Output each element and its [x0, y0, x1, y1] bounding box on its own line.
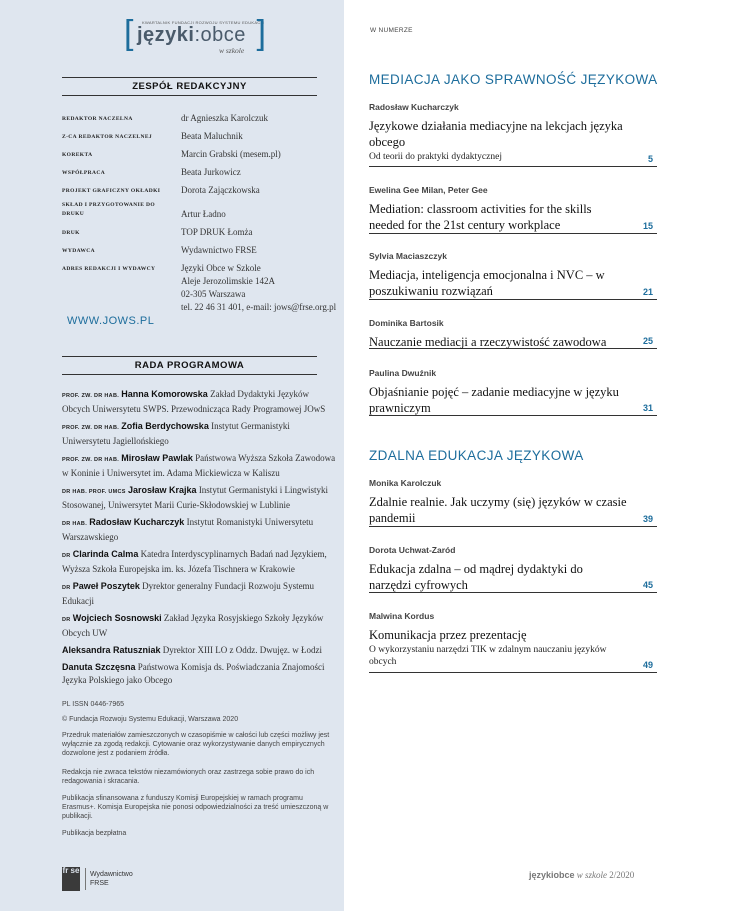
logo-bracket-left: [ [124, 14, 134, 52]
logo-subtitle: w szkole [219, 46, 245, 55]
funding-notice: Publikacja sfinansowana z funduszy Komisji Europejskiej w ramach programu Erasmus+. Komisja Europejska nie ponosi odpowiedzialności za treść umieszczoną w publikacji. [62, 795, 329, 820]
toc-entry[interactable] [369, 251, 657, 300]
toc-entry[interactable] [369, 102, 657, 167]
free-publication: Publikacja bezpłatna [62, 830, 127, 837]
address-row: ADRES REDAKCJI I WYDAWCY Języki Obce w Szkole Aleje Jerozolimskie 142A 02-305 Warszawa tel. 22 46 31 401, e-mail: jows@frse.org.pl [62, 263, 337, 312]
staff-row: WSPÓŁPRACA Beata Jurkowicz [62, 167, 241, 177]
editorial-team-list [62, 111, 342, 319]
program-council-list [62, 388, 338, 691]
staff-row: SKŁAD I PRZYGOTOWANIE DO DRUKU Artur Ładno [62, 202, 226, 219]
running-footer: językiobce w szkole 2/2020 [529, 870, 635, 880]
council-member: DR Clarinda Calma Katedra Interdyscyplinarnych Badań nad Językiem, Wyższa Szkoła Europejska im. ks. Józefa Tischnera w Krakowie [62, 549, 327, 574]
article-title: Zdalnie realnie. Jak uczymy (się) języków w czasie pandemii [369, 495, 627, 525]
editorial-notice: Redakcja nie zwraca tekstów niezamówionych oraz zastrzega sobie prawo do ich redagowania i skracania. [62, 769, 315, 785]
staff-row: KOREKTA Marcin Grabski (mesem.pl) [62, 149, 281, 159]
article-title: Objaśnianie pojęć – zadanie mediacyjne w języku prawniczym [369, 385, 619, 415]
council-member: DR HAB. PROF. UMCS Jarosław Krajka Instytut Germanistyki i Lingwistyki Stosowanej, Uniwersytet Marii Curie-Skłodowskiej w Lublinie [62, 485, 329, 510]
article-author: Malwina Kordus [369, 611, 435, 621]
article-subtitle: O wykorzystaniu narzędzi TIK w zdalnym nauczaniu języków obcych [369, 645, 607, 667]
contact-line[interactable]: tel. 22 46 31 401, e-mail: jows@frse.org.pl [181, 302, 337, 312]
page-number: 25 [642, 336, 653, 346]
section-title: MEDIACJA JAKO SPRAWNOŚĆ JĘZYKOWA [369, 72, 658, 87]
publisher-name: Wydawnictwo FRSE [90, 871, 133, 887]
article-author: Dominika Bartosik [369, 318, 444, 328]
page-number: 31 [642, 403, 653, 413]
toc-entry[interactable] [369, 318, 657, 349]
page-number: 49 [642, 660, 653, 670]
copyright: © Fundacja Rozwoju Systemu Edukacji, Warszawa 2020 [62, 716, 239, 723]
article-title: Mediation: classroom activities for the skills needed for the 21st century workplace [369, 202, 592, 232]
program-council-heading: RADA PROGRAMOWA [62, 356, 317, 375]
section-title: ZDALNA EDUKACJA JĘZYKOWA [369, 448, 584, 463]
journal-logo [124, 16, 266, 54]
page-number: 5 [647, 154, 653, 164]
logo-bracket-right: ] [256, 14, 266, 52]
masthead-panel [0, 0, 344, 911]
staff-row: WYDAWCA Wydawnictwo FRSE [62, 245, 257, 255]
publisher-divider [85, 868, 86, 890]
article-title: Językowe działania mediacyjne na lekcjach języka obcego [369, 119, 623, 149]
issue-number: 2/2020 [609, 870, 635, 880]
article-title: Nauczanie mediacji a rzeczywistość zawodowa [369, 335, 607, 349]
staff-row: PROJEKT GRAFICZNY OKŁADKI Dorota Zajączkowska [62, 185, 260, 195]
council-member: PROF. ZW. DR HAB. Zofia Berdychowska Instytut Germanistyki Uniwersytetu Jagiellońskiego [62, 421, 290, 446]
council-member: Aleksandra Ratuszniak Dyrektor XIII LO z Oddz. Dwujęz. w Łodzi [62, 645, 322, 655]
page-number: 15 [642, 221, 653, 231]
toc-entry[interactable] [369, 611, 657, 673]
staff-row: DRUK TOP DRUK Łomża [62, 227, 253, 237]
toc-entry[interactable] [369, 368, 657, 416]
logo-wordmark: języki:obce [137, 24, 246, 46]
article-author: Ewelina Gee Milan, Peter Gee [369, 185, 488, 195]
article-author: Paulina Dwuźnik [369, 368, 437, 378]
article-author: Dorota Uchwat-Zaród [369, 545, 456, 555]
page-number: 39 [642, 514, 653, 524]
toc-entry[interactable] [369, 478, 657, 527]
issn: PL ISSN 0446-7965 [62, 701, 125, 708]
reprint-notice: Przedruk materiałów zamieszczonych w czasopiśmie w całości lub części możliwy jest wyłącznie za zgodą redakcji. Cytowanie oraz wykorzystywanie danych empirycznych dozwolone jest z podaniem źródła. [62, 732, 330, 757]
toc-entry[interactable] [369, 185, 657, 234]
frse-mark: fr se [62, 867, 80, 891]
council-member: PROF. ZW. DR HAB. Mirosław Pawlak Państwowa Wyższa Szkoła Zawodowa w Koninie i Uniwersytet im. Adama Mickiewicza w Kaliszu [62, 453, 336, 478]
article-author: Monika Karolczuk [369, 478, 442, 488]
editorial-team-heading: ZESPÓŁ REDAKCYJNY [62, 77, 317, 96]
council-member: DR Wojciech Sosnowski Zakład Języka Rosyjskiego Szkoły Języków Obcych UW [62, 613, 324, 638]
council-member: DR Paweł Poszytek Dyrektor generalny Fundacji Rozwoju Systemu Edukacji [62, 581, 315, 606]
publisher-logo [62, 867, 162, 893]
staff-row: REDAKTOR NACZELNA dr Agnieszka Karolczuk [62, 113, 268, 123]
article-title: Edukacja zdalna – od mądrej dydaktyki do narzędzi cyfrowych [369, 562, 583, 592]
article-title: Komunikacja przez prezentację [369, 628, 527, 642]
website-link[interactable]: WWW.JOWS.PL [67, 315, 155, 327]
council-member: PROF. ZW. DR HAB. Hanna Komorowska Zakład Dydaktyki Języków Obcych Uniwersytetu SWPS. Przewodnicząca Rady Programowej JOwS [62, 389, 326, 414]
toc-entry[interactable] [369, 545, 657, 593]
page-number: 45 [642, 580, 653, 590]
in-this-issue-label: W NUMERZE [370, 27, 413, 34]
council-member: DR HAB. Radosław Kucharczyk Instytut Romanistyki Uniwersytetu Warszawskiego [62, 517, 314, 542]
logo-tagline: KWARTALNIK FUNDACJI ROZWOJU SYSTEMU EDUKACJI [142, 20, 265, 25]
article-author: Radosław Kucharczyk [369, 102, 459, 112]
article-subtitle: Od teorii do praktyki dydaktycznej [369, 152, 502, 162]
staff-row: Z-CA REDAKTOR NACZELNEJ Beata Maluchnik [62, 131, 243, 141]
article-author: Sylvia Maciaszczyk [369, 251, 447, 261]
page-number: 21 [642, 287, 653, 297]
article-title: Mediacja, inteligencja emocjonalna i NVC – w poszukiwaniu rozwiązań [369, 268, 605, 298]
council-member: Danuta Szczęsna Państwowa Komisja ds. Poświadczania Znajomości Języka Polskiego jako Obcego [62, 662, 325, 685]
